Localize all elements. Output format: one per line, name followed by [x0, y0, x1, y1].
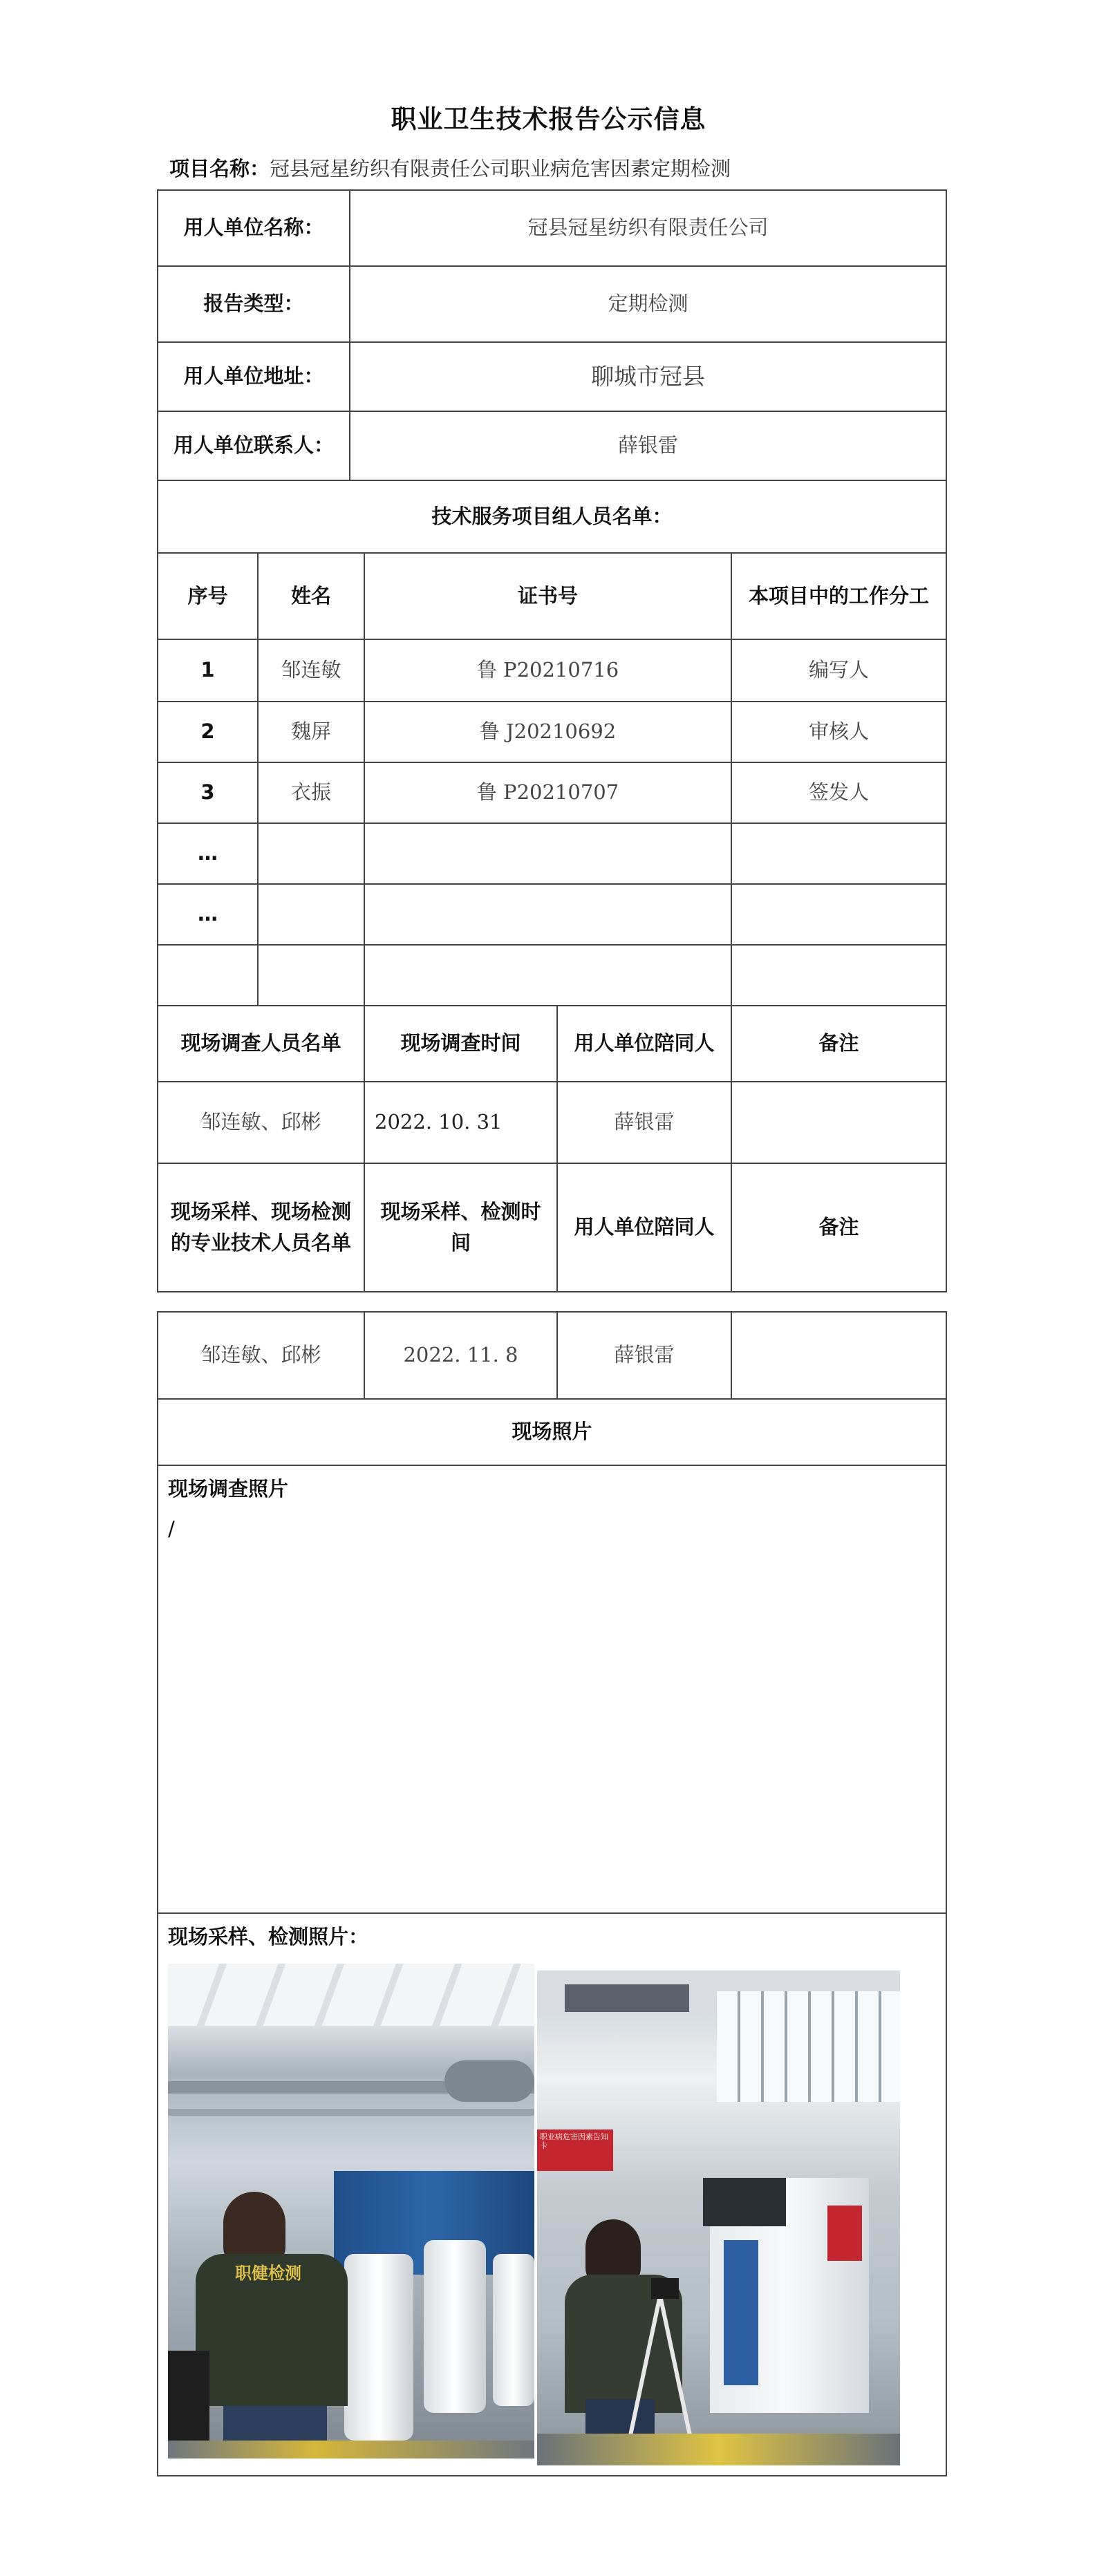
team-cert: 鲁 J20210692 [364, 702, 731, 762]
team-no: 3 [158, 762, 258, 823]
company-label: 用人单位名称： [158, 190, 350, 266]
sampling-col-time: 现场采样、检测时间 [364, 1163, 557, 1292]
project-name [169, 153, 731, 182]
team-heading: 技术服务项目组人员名单： [158, 480, 946, 553]
team-col-cert: 证书号 [364, 553, 731, 639]
team-col-no: 序号 [158, 553, 258, 639]
sampling-staff: 邹连敏、邱彬 [158, 1312, 364, 1399]
survey-photo-label: 现场调查照片 [168, 1477, 289, 1501]
sampling-time: 2022. 11. 8 [364, 1312, 557, 1399]
address-value: 聊城市冠县 [350, 342, 946, 411]
team-no [158, 945, 258, 1006]
team-name [258, 884, 364, 945]
survey-photo-placeholder: / [168, 1516, 175, 1541]
survey-col-time: 现场调查时间 [364, 1006, 557, 1082]
sampling-device [651, 2278, 679, 2299]
team-name: 魏屏 [258, 702, 364, 762]
cylinder [424, 2240, 486, 2413]
info-row-contact [158, 411, 946, 480]
team-no: 1 [158, 639, 258, 702]
team-cert: 鲁 P20210707 [364, 762, 731, 823]
team-role: 审核人 [731, 702, 946, 762]
team-col-role: 本项目中的工作分工 [731, 553, 946, 639]
team-name [258, 823, 364, 884]
project-label: 项目名称： [169, 157, 270, 180]
floor [537, 2434, 900, 2465]
team-name: 邹连敏 [258, 639, 364, 702]
table-row [158, 884, 946, 945]
team-name: 衣振 [258, 762, 364, 823]
team-role [731, 884, 946, 945]
team-role: 签发人 [731, 762, 946, 823]
team-cert: 鲁 P20210716 [364, 639, 731, 702]
team-cert [364, 884, 731, 945]
machine-label-red [827, 2206, 862, 2261]
sampling-row [158, 1312, 946, 1399]
sampling-photo-label: 现场采样、检测照片： [168, 1925, 369, 1948]
sampling-photo-area [158, 1913, 946, 2476]
survey-col-staff: 现场调查人员名单 [158, 1006, 364, 1082]
sampling-escort: 薛银雷 [557, 1312, 731, 1399]
report-type-label: 报告类型： [158, 266, 350, 342]
info-row-report-type [158, 266, 946, 342]
survey-col-escort: 用人单位陪同人 [557, 1006, 731, 1082]
project-value: 冠县冠星纺织有限责任公司职业病危害因素定期检测 [270, 157, 731, 180]
vest-text: 职健检测 [235, 2263, 301, 2283]
table-row [158, 639, 946, 702]
windows [717, 1991, 900, 2102]
team-header-row [158, 553, 946, 639]
team-role [731, 945, 946, 1006]
floor [168, 2441, 534, 2459]
survey-time: 2022. 10. 31 [364, 1082, 557, 1163]
team-cert [364, 823, 731, 884]
table-row [158, 945, 946, 1006]
team-cert [364, 945, 731, 1006]
team-no: … [158, 823, 258, 884]
page-title: 职业卫生技术报告公示信息 [391, 104, 706, 134]
table-row [158, 823, 946, 884]
survey-col-remark: 备注 [731, 1006, 946, 1082]
survey-header-row [158, 1006, 946, 1082]
table-row [158, 702, 946, 762]
info-row-address [158, 342, 946, 411]
warning-sign-text: 职业病危害因素告知卡 [540, 2132, 608, 2150]
contact-label: 用人单位联系人： [158, 411, 350, 480]
sampling-remark [731, 1312, 946, 1399]
cylinder [344, 2254, 413, 2441]
contact-value: 薛银雷 [350, 411, 946, 480]
cylinder [493, 2254, 534, 2406]
sampling-col-remark: 备注 [731, 1163, 946, 1292]
team-role: 编写人 [731, 639, 946, 702]
team-col-name: 姓名 [258, 553, 364, 639]
info-row-company [158, 190, 946, 266]
photo-sampling-workshop [168, 1964, 534, 2459]
report-type-value: 定期检测 [350, 266, 946, 342]
photos-heading: 现场照片 [158, 1399, 946, 1465]
info-table [157, 189, 947, 1292]
survey-row [158, 1082, 946, 1163]
photo-strip [158, 1964, 946, 2468]
sampling-header-row [158, 1163, 946, 1292]
table-row [158, 762, 946, 823]
photo-sampling-machine [537, 1971, 900, 2465]
ceiling [168, 1964, 534, 2026]
team-role [731, 823, 946, 884]
survey-remark [731, 1082, 946, 1163]
survey-staff: 邹连敏、邱彬 [158, 1082, 364, 1163]
team-name [258, 945, 364, 1006]
company-value: 冠县冠星纺织有限责任公司 [350, 190, 946, 266]
ceiling-vent [565, 1984, 689, 2012]
sampling-col-staff: 现场采样、现场检测的专业技术人员名单 [158, 1163, 364, 1292]
team-no: … [158, 884, 258, 945]
machine-screen [703, 2178, 786, 2226]
survey-escort: 薛银雷 [557, 1082, 731, 1163]
sampling-col-escort: 用人单位陪同人 [557, 1163, 731, 1292]
bag [168, 2351, 209, 2441]
overhead-rail [168, 2109, 534, 2116]
machine-panel-blue [724, 2240, 758, 2385]
duct-pipe [444, 2060, 534, 2102]
warning-sign [537, 2130, 613, 2171]
sampling-photo-table [157, 1311, 947, 2476]
address-label: 用人单位地址： [158, 342, 350, 411]
survey-photo-area [158, 1465, 946, 1913]
team-no: 2 [158, 702, 258, 762]
